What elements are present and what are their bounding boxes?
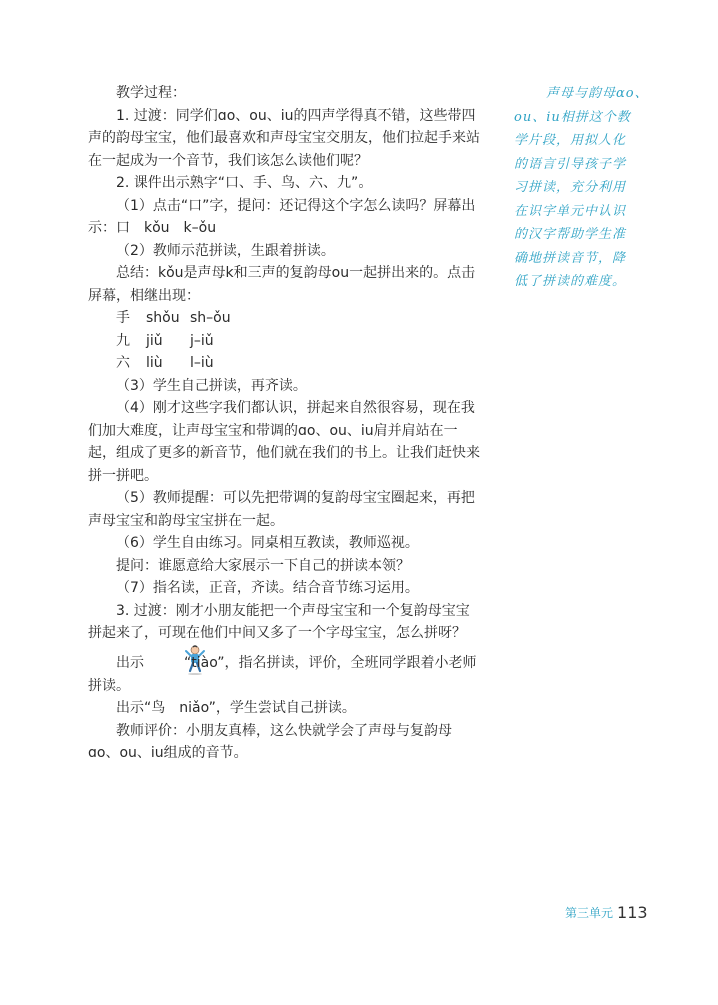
margin-note-line: 的汉字帮助学生准 [514, 227, 627, 242]
main-column [88, 82, 480, 765]
page-footer [565, 903, 648, 922]
margin-note-line: 在识字单元中认识 [514, 203, 627, 219]
pinyin-char: 九 [116, 332, 130, 349]
margin-note-line: 学片段，用拟人化 [514, 133, 627, 148]
show-rest: “tiào”，指名拼读，评价，全班同学跟着小老师拼读。 [88, 654, 477, 694]
paragraph-evaluation: 教师评价：小朋友真棒，这么快就学会了声母与复韵母ɑo、ou、iu组成的音节。 [88, 722, 452, 761]
pinyin-spelled: sh–ǒu [190, 310, 231, 326]
unit-label: 第三单元 [565, 906, 614, 920]
margin-note-line: ou、iu相拼这个教 [514, 109, 631, 125]
pinyin-syllable: jiǔ [146, 332, 163, 349]
pinyin-char: 手 [116, 310, 130, 326]
show-prefix: 出示 [116, 654, 144, 671]
paragraph-show-niao: 出示“鸟 niǎo”，学生尝试自己拼读。 [116, 700, 356, 716]
paragraph-show-tiao [88, 645, 480, 698]
pinyin-spelled: l–iù [190, 355, 214, 371]
jumping-child-icon [156, 645, 178, 675]
margin-note-line: 低了拼读的难度。 [514, 274, 627, 289]
pinyin-spelled: j–iǔ [190, 332, 214, 349]
page-number: 113 [617, 903, 648, 922]
paragraph-question: 提问：谁愿意给大家展示一下自己的拼读本领？ [116, 557, 410, 574]
pinyin-row [88, 352, 480, 375]
paragraph-step-7: （7）指名读，正音，齐读。结合音节练习运用。 [116, 580, 419, 596]
paragraph-courseware: 2. 课件出示熟字“口、手、鸟、六、九”。 [116, 175, 373, 191]
pinyin-syllable: liù [146, 355, 163, 371]
paragraph-step-6: （6）学生自由练习。同桌相互教读，教师巡视。 [116, 535, 419, 551]
paragraph-step-3: （3）学生自己拼读，再齐读。 [116, 377, 307, 394]
margin-note-line: 确地拼读音节，降 [514, 250, 627, 266]
paragraph-transition-3: 3. 过渡：刚才小朋友能把一个声母宝宝和一个复韵母宝宝拼起来了，可现在他们中间又多了一个字母宝宝，怎么拼呀？ [88, 602, 470, 641]
margin-note [514, 82, 649, 294]
margin-note-line: 声母与韵母ɑo、 [546, 86, 649, 101]
paragraph-step-2: （2）教师示范拼读，生跟着拼读。 [116, 242, 335, 259]
paragraph-step-4: （4）刚才这些字我们都认识，拼起来自然很容易，现在我们加大难度，让声母宝宝和带调的ɑo、ou、iu肩并肩站在一起，组成了更多的新音节，他们就在我们的书上。让我们赶快来拼一拼吧。 [88, 400, 480, 484]
pinyin-syllable: shǒu [146, 310, 180, 326]
pinyin-row [88, 307, 480, 330]
paragraph-summary: 总结：kǒu是声母k和三声的复韵母ou一起拼出来的。点击屏幕，相继出现： [88, 265, 476, 304]
paragraph-step-1: （1）点击“口”字，提问：还记得这个字怎么读吗？屏幕出示：口 kǒu k–ǒu [88, 197, 476, 236]
margin-note-line: 习拼读，充分利用 [514, 180, 627, 195]
margin-note-line: 的语言引导孩子学 [514, 156, 627, 172]
pinyin-char: 六 [116, 355, 130, 371]
paragraph-step-5: （5）教师提醒：可以先把带调的复韵母宝宝圈起来，再把声母宝宝和韵母宝宝拼在一起。 [88, 490, 475, 529]
paragraph-transition-1: 1. 过渡：同学们ɑo、ou、iu的四声学得真不错，这些带四声的韵母宝宝，他们最喜欢和声母宝宝交朋友，他们拉起手来站在一起成为一个音节，我们该怎么读他们呢？ [88, 107, 480, 169]
pinyin-row [88, 330, 480, 353]
section-title: 教学过程： [116, 85, 186, 101]
